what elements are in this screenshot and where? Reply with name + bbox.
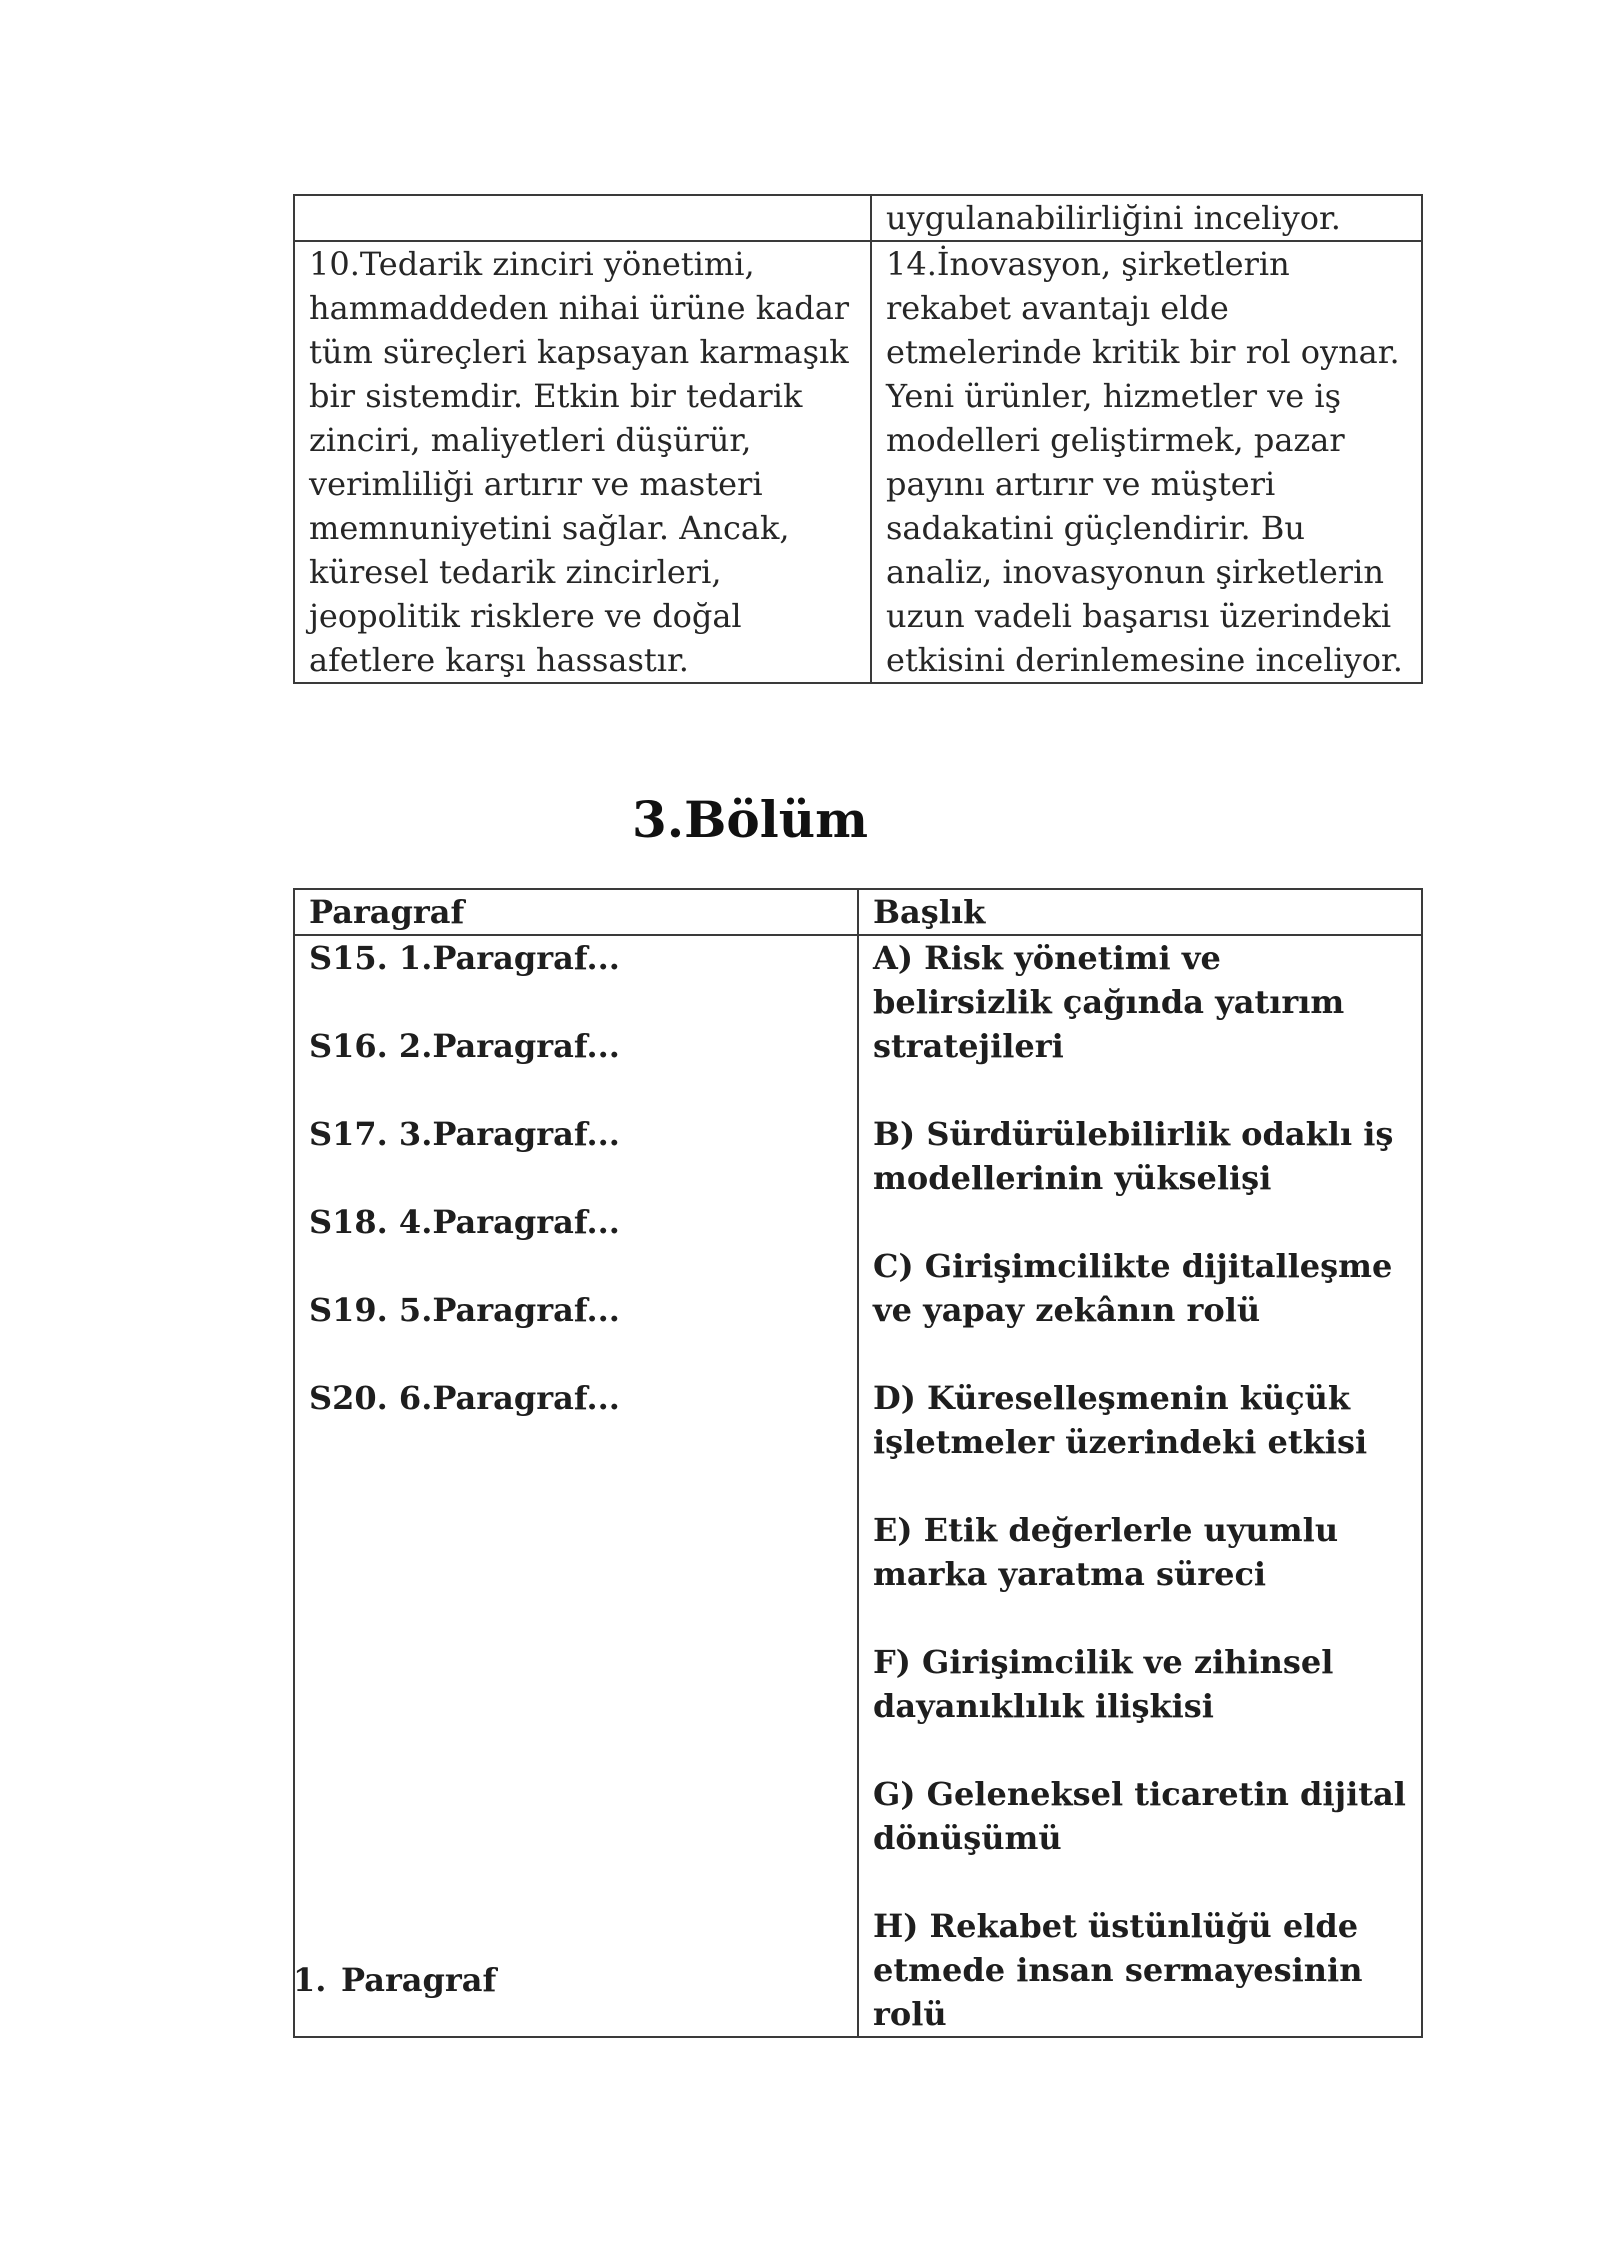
question-item: S16. 2.Paragraf... (309, 1027, 620, 1065)
passage-14-text: 14.İnovasyon, şirketlerin rekabet avantajı elde etmelerinde kritik bir rol oynar. Yeni ürünler, hizmetler ve iş modelleri geliştirmek, pazar payını artırır ve müşteri sadakatini güçlendirir. Bu analiz, inovasyonun şirketlerin uzun vadeli başarısı üzerindeki etkisini derinlemesine inceliyor. (871, 241, 1422, 683)
question-item: S17. 3.Paragraf... (309, 1115, 620, 1153)
question-item: S20. 6.Paragraf... (309, 1379, 620, 1417)
table-header-row (294, 889, 1422, 935)
list-number: 1. (293, 1961, 327, 1999)
passage-cell-right: uygulanabilirliğini inceliyor. (871, 195, 1422, 241)
options-cell (858, 935, 1422, 2037)
passage-cell-left (294, 195, 871, 241)
option-item-g: G) Geleneksel ticaretin dijital dönüşümü (873, 1775, 1406, 1857)
question-item: S18. 4.Paragraf... (309, 1203, 620, 1241)
numbered-list-item (293, 1958, 496, 2002)
question-item: S15. 1.Paragraf... (309, 939, 620, 977)
matching-table (293, 888, 1423, 2038)
section-title: 3.Bölüm (631, 790, 869, 849)
option-item-f: F) Girişimcilik ve zihinsel dayanıklılık ilişkisi (873, 1643, 1334, 1725)
table-row (294, 195, 1422, 241)
option-list (873, 936, 1407, 2036)
option-item-b: B) Sürdürülebilirlik odaklı iş modellerinin yükselişi (873, 1115, 1394, 1197)
question-list (309, 936, 843, 1420)
option-item-e: E) Etik değerlerle uyumlu marka yaratma süreci (873, 1511, 1339, 1593)
option-item-h: H) Rekabet üstünlüğü elde etmede insan sermayesinin rolü (873, 1907, 1363, 2033)
question-item: S19. 5.Paragraf... (309, 1291, 620, 1329)
header-title: Başlık (858, 889, 1422, 935)
option-item-a: A) Risk yönetimi ve belirsizlik çağında yatırım stratejileri (873, 939, 1345, 1065)
option-item-d: D) Küreselleşmenin küçük işletmeler üzerindeki etkisi (873, 1379, 1368, 1461)
questions-cell (294, 935, 858, 2037)
reading-passages-table (293, 194, 1423, 684)
header-paragraph: Paragraf (294, 889, 858, 935)
passage-10-text: 10.Tedarik zinciri yönetimi, hammaddeden nihai ürüne kadar tüm süreçleri kapsayan karmaşık bir sistemdir. Etkin bir tedarik zinciri, maliyetleri düşürür, verimliliği artırır ve masteri memnuniyetini sağlar. Ancak, küresel tedarik zincirleri, jeopolitik risklere ve doğal afetlere karşı hassastır. (294, 241, 871, 683)
option-item-c: C) Girişimcilikte dijitalleşme ve yapay zekânın rolü (873, 1247, 1393, 1329)
table-row (294, 935, 1422, 2037)
list-item-label: Paragraf (341, 1961, 497, 1999)
table-row (294, 241, 1422, 683)
